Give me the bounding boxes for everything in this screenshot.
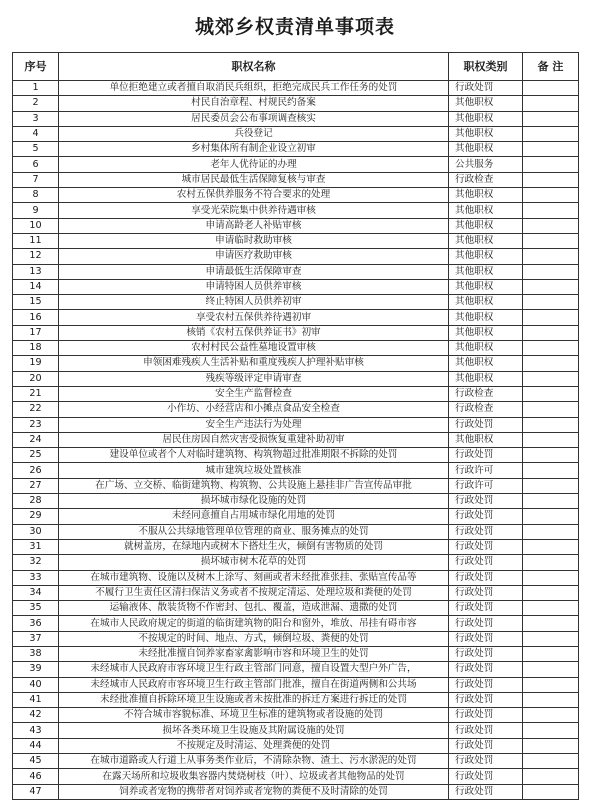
row-number: 31 [13, 539, 59, 554]
table-row [13, 784, 579, 799]
power-name: 申请特困人员供养审核 [59, 279, 449, 294]
power-name: 老年人优待证的办理 [59, 157, 449, 172]
table-row [13, 616, 579, 631]
remarks [523, 96, 579, 111]
power-category: 其他职权 [449, 96, 523, 111]
remarks [523, 754, 579, 769]
table-row [13, 463, 579, 478]
power-category: 行政处罚 [449, 570, 523, 585]
row-number: 45 [13, 754, 59, 769]
remarks [523, 249, 579, 264]
remarks [523, 738, 579, 753]
remarks [523, 631, 579, 646]
power-name: 申领困难残疾人生活补贴和重度残疾人护理补贴审核 [59, 356, 449, 371]
power-category: 行政处罚 [449, 708, 523, 723]
remarks [523, 111, 579, 126]
remarks [523, 386, 579, 401]
power-category: 公共服务 [449, 157, 523, 172]
remarks [523, 203, 579, 218]
power-name: 不服从公共绿地管理单位管理的商业、服务摊点的处罚 [59, 524, 449, 539]
remarks [523, 356, 579, 371]
power-category: 行政处罚 [449, 585, 523, 600]
power-category: 其他职权 [449, 310, 523, 325]
table-row [13, 738, 579, 753]
power-name: 不按规定及时清运、处理粪便的处罚 [59, 738, 449, 753]
power-name: 享受光荣院集中供养待遇审核 [59, 203, 449, 218]
power-category: 行政处罚 [449, 417, 523, 432]
table-row [13, 723, 579, 738]
power-name: 未经城市人民政府市容环境卫生行政主管部门同意，擅自设置大型户外广告， [59, 662, 449, 677]
table-row [13, 677, 579, 692]
power-name: 核销《农村五保供养证书》初审 [59, 325, 449, 340]
remarks [523, 692, 579, 707]
row-number: 23 [13, 417, 59, 432]
power-category: 其他职权 [449, 264, 523, 279]
power-category: 行政许可 [449, 478, 523, 493]
power-category: 行政许可 [449, 463, 523, 478]
table-row [13, 371, 579, 386]
remarks [523, 677, 579, 692]
power-name: 申请高龄老人补贴审核 [59, 218, 449, 233]
power-category: 其他职权 [449, 188, 523, 203]
header-no: 序号 [13, 53, 59, 81]
power-category: 行政检查 [449, 386, 523, 401]
power-category: 其他职权 [449, 126, 523, 141]
power-category: 其他职权 [449, 142, 523, 157]
power-name: 在露天场所和垃圾收集容器内焚烧树枝（叶）、垃圾或者其他物品的处罚 [59, 769, 449, 784]
power-category: 其他职权 [449, 249, 523, 264]
document-title: 城郊乡权责清单事项表 [194, 16, 395, 38]
remarks [523, 341, 579, 356]
header-row [13, 53, 579, 81]
power-name: 享受农村五保供养待遇初审 [59, 310, 449, 325]
row-number: 34 [13, 585, 59, 600]
table-row [13, 81, 579, 96]
remarks [523, 555, 579, 570]
table-body [13, 81, 579, 800]
header-type: 职权类别 [449, 53, 523, 81]
remarks [523, 157, 579, 172]
power-name: 损坏各类环境卫生设施及其附属设施的处罚 [59, 723, 449, 738]
power-name: 安全生产监督检查 [59, 386, 449, 401]
power-name: 不履行卫生责任区清扫保洁义务或者不按规定清运、处理垃圾和粪便的处罚 [59, 585, 449, 600]
row-number: 1 [13, 81, 59, 96]
remarks [523, 524, 579, 539]
power-name: 乡村集体所有制企业设立初审 [59, 142, 449, 157]
remarks [523, 310, 579, 325]
power-category: 行政处罚 [449, 539, 523, 554]
power-name: 安全生产违法行为处理 [59, 417, 449, 432]
table-row [13, 585, 579, 600]
table-row [13, 509, 579, 524]
table-row [13, 402, 579, 417]
power-category: 行政处罚 [449, 677, 523, 692]
remarks [523, 601, 579, 616]
power-name: 在城市道路或人行道上从事务类作业后，不清除杂物、渣土、污水淤泥的处罚 [59, 754, 449, 769]
row-number: 33 [13, 570, 59, 585]
table-row [13, 188, 579, 203]
power-category: 行政处罚 [449, 494, 523, 509]
row-number: 42 [13, 708, 59, 723]
row-number: 21 [13, 386, 59, 401]
row-number: 29 [13, 509, 59, 524]
row-number: 28 [13, 494, 59, 509]
power-category: 行政检查 [449, 402, 523, 417]
row-number: 30 [13, 524, 59, 539]
row-number: 43 [13, 723, 59, 738]
row-number: 9 [13, 203, 59, 218]
table-row [13, 249, 579, 264]
row-number: 14 [13, 279, 59, 294]
power-category: 行政处罚 [449, 646, 523, 661]
remarks [523, 539, 579, 554]
table-row [13, 142, 579, 157]
row-number: 19 [13, 356, 59, 371]
remarks [523, 478, 579, 493]
table-row [13, 96, 579, 111]
remarks [523, 142, 579, 157]
remarks [523, 264, 579, 279]
power-name: 申请最低生活保障审查 [59, 264, 449, 279]
power-category: 其他职权 [449, 325, 523, 340]
table-row [13, 126, 579, 141]
table-row [13, 111, 579, 126]
table-row [13, 233, 579, 248]
table-row [13, 570, 579, 585]
header-note: 备 注 [523, 53, 579, 81]
power-category: 行政处罚 [449, 784, 523, 799]
power-name: 申请临时救助审核 [59, 233, 449, 248]
power-name: 损坏城市树木花草的处罚 [59, 555, 449, 570]
power-name: 农村五保供养服务不符合要求的处理 [59, 188, 449, 203]
table-row [13, 325, 579, 340]
row-number: 46 [13, 769, 59, 784]
row-number: 8 [13, 188, 59, 203]
row-number: 10 [13, 218, 59, 233]
table-row [13, 769, 579, 784]
power-category: 行政处罚 [449, 738, 523, 753]
table-row [13, 386, 579, 401]
power-category: 行政处罚 [449, 524, 523, 539]
table-row [13, 203, 579, 218]
remarks [523, 509, 579, 524]
row-number: 41 [13, 692, 59, 707]
power-category: 行政检查 [449, 172, 523, 187]
power-name: 农村村民公益性墓地设置审核 [59, 341, 449, 356]
power-name: 未经批准擅自饲养家畜家禽影响市容和环境卫生的处罚 [59, 646, 449, 661]
power-name: 城市建筑垃圾处置核准 [59, 463, 449, 478]
row-number: 36 [13, 616, 59, 631]
table-row [13, 646, 579, 661]
power-category: 行政处罚 [449, 601, 523, 616]
row-number: 13 [13, 264, 59, 279]
table-row [13, 555, 579, 570]
table-row [13, 524, 579, 539]
table-header [13, 53, 579, 81]
power-name: 不符合城市容貌标准、环境卫生标准的建筑物或者设施的处罚 [59, 708, 449, 723]
remarks [523, 402, 579, 417]
table-row [13, 692, 579, 707]
remarks [523, 81, 579, 96]
remarks [523, 126, 579, 141]
row-number: 22 [13, 402, 59, 417]
power-name: 兵役登记 [59, 126, 449, 141]
table-row [13, 295, 579, 310]
remarks [523, 784, 579, 799]
row-number: 20 [13, 371, 59, 386]
row-number: 47 [13, 784, 59, 799]
remarks [523, 172, 579, 187]
table-row [13, 708, 579, 723]
power-category: 其他职权 [449, 356, 523, 371]
remarks [523, 279, 579, 294]
row-number: 38 [13, 646, 59, 661]
power-category: 其他职权 [449, 341, 523, 356]
row-number: 44 [13, 738, 59, 753]
row-number: 25 [13, 448, 59, 463]
remarks [523, 646, 579, 661]
row-number: 17 [13, 325, 59, 340]
power-name: 饲养或者宠物的携带者对饲养或者宠物的粪便不及时清除的处罚 [59, 784, 449, 799]
power-category: 行政处罚 [449, 754, 523, 769]
remarks [523, 662, 579, 677]
power-name: 运输液体、散装货物不作密封、包扎、覆盖，造成泄漏、遗撒的处罚 [59, 601, 449, 616]
power-category: 其他职权 [449, 295, 523, 310]
power-category: 行政处罚 [449, 692, 523, 707]
power-name: 未经批准擅自拆除环境卫生设施或者未按批准的拆迁方案进行拆迁的处罚 [59, 692, 449, 707]
power-name: 居民住房因自然灾害受损恢复重建补助初审 [59, 432, 449, 447]
remarks [523, 723, 579, 738]
table-row [13, 754, 579, 769]
responsibility-table [12, 52, 579, 800]
power-name: 在城市建筑物、设施以及树木上涂写、刻画或者未经批准张挂、张贴宣传品等 [59, 570, 449, 585]
row-number: 5 [13, 142, 59, 157]
row-number: 4 [13, 126, 59, 141]
row-number: 37 [13, 631, 59, 646]
row-number: 7 [13, 172, 59, 187]
row-number: 3 [13, 111, 59, 126]
remarks [523, 432, 579, 447]
row-number: 39 [13, 662, 59, 677]
table-row [13, 478, 579, 493]
table-row [13, 310, 579, 325]
table-row [13, 662, 579, 677]
power-category: 行政处罚 [449, 631, 523, 646]
table-row [13, 172, 579, 187]
power-name: 残疾等级评定申请审查 [59, 371, 449, 386]
power-category: 其他职权 [449, 371, 523, 386]
row-number: 26 [13, 463, 59, 478]
power-category: 其他职权 [449, 111, 523, 126]
remarks [523, 616, 579, 631]
power-category: 行政处罚 [449, 81, 523, 96]
power-name: 在城市人民政府规定的街道的临街建筑物的阳台和窗外，堆放、吊挂有碍市容 [59, 616, 449, 631]
power-category: 行政处罚 [449, 662, 523, 677]
power-category: 其他职权 [449, 218, 523, 233]
row-number: 27 [13, 478, 59, 493]
remarks [523, 448, 579, 463]
remarks [523, 585, 579, 600]
remarks [523, 769, 579, 784]
table-row [13, 157, 579, 172]
power-name: 损坏城市绿化设施的处罚 [59, 494, 449, 509]
row-number: 11 [13, 233, 59, 248]
table-row [13, 279, 579, 294]
power-category: 其他职权 [449, 233, 523, 248]
row-number: 12 [13, 249, 59, 264]
remarks [523, 325, 579, 340]
power-category: 行政处罚 [449, 769, 523, 784]
table-row [13, 417, 579, 432]
table-row [13, 356, 579, 371]
power-name: 单位拒绝建立或者擅自取消民兵组织，拒绝完成民兵工作任务的处罚 [59, 81, 449, 96]
table-row [13, 631, 579, 646]
remarks [523, 463, 579, 478]
remarks [523, 417, 579, 432]
table-row [13, 448, 579, 463]
remarks [523, 233, 579, 248]
power-category: 其他职权 [449, 279, 523, 294]
row-number: 24 [13, 432, 59, 447]
table-row [13, 218, 579, 233]
power-category: 行政处罚 [449, 555, 523, 570]
row-number: 32 [13, 555, 59, 570]
table-row [13, 539, 579, 554]
power-name: 城市居民最低生活保障复核与审查 [59, 172, 449, 187]
table-row [13, 341, 579, 356]
power-name: 居民委员会公布事项调查核实 [59, 111, 449, 126]
row-number: 15 [13, 295, 59, 310]
power-name: 就树盖房，在绿地内或树木下搭灶生火，倾倒有害物质的处罚 [59, 539, 449, 554]
power-category: 行政处罚 [449, 448, 523, 463]
table-row [13, 601, 579, 616]
power-category: 行政处罚 [449, 509, 523, 524]
table-row [13, 494, 579, 509]
row-number: 16 [13, 310, 59, 325]
power-name: 不按规定的时间、地点、方式，倾倒垃圾、粪便的处罚 [59, 631, 449, 646]
power-category: 行政处罚 [449, 723, 523, 738]
power-name: 申请医疗救助审核 [59, 249, 449, 264]
row-number: 6 [13, 157, 59, 172]
header-name: 职权名称 [59, 53, 449, 81]
remarks [523, 494, 579, 509]
power-category: 行政处罚 [449, 616, 523, 631]
power-category: 其他职权 [449, 203, 523, 218]
table-row [13, 432, 579, 447]
power-name: 村民自治章程、村规民约备案 [59, 96, 449, 111]
power-name: 在广场、立交桥、临街建筑物、构筑物、公共设施上悬挂非广告宣传品审批 [59, 478, 449, 493]
row-number: 18 [13, 341, 59, 356]
power-name: 未经同意擅自占用城市绿化用地的处罚 [59, 509, 449, 524]
power-name: 终止特困人员供养初审 [59, 295, 449, 310]
remarks [523, 295, 579, 310]
remarks [523, 371, 579, 386]
power-name: 小作坊、小经营店和小摊点食品安全检查 [59, 402, 449, 417]
row-number: 2 [13, 96, 59, 111]
table-row [13, 264, 579, 279]
row-number: 35 [13, 601, 59, 616]
row-number: 40 [13, 677, 59, 692]
remarks [523, 708, 579, 723]
remarks [523, 188, 579, 203]
power-name: 未经城市人民政府市容环境卫生行政主管部门批准，擅自在街道两侧和公共场 [59, 677, 449, 692]
remarks [523, 218, 579, 233]
power-name: 建设单位或者个人对临时建筑物、构筑物超过批准期限不拆除的处罚 [59, 448, 449, 463]
power-category: 其他职权 [449, 432, 523, 447]
remarks [523, 570, 579, 585]
